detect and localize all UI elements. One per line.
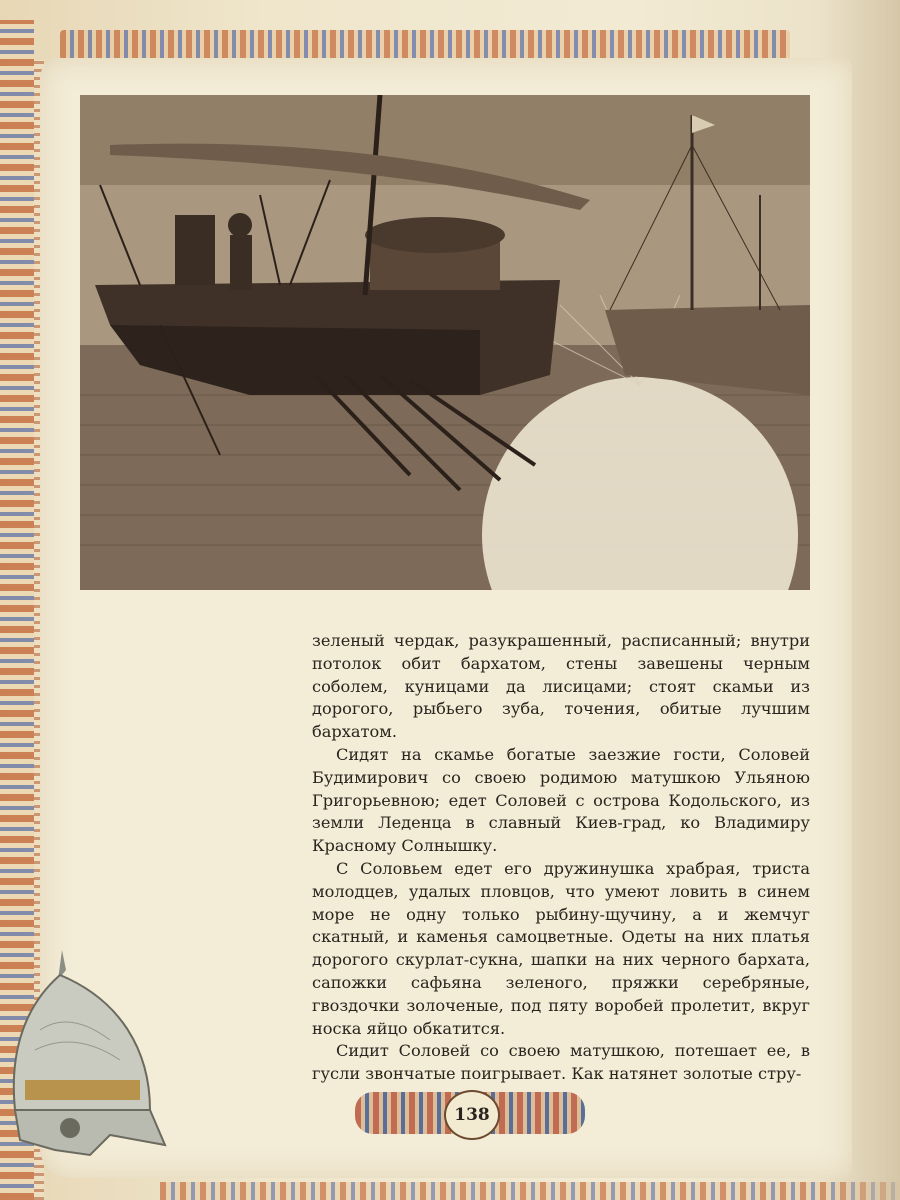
ornament-border-bottom (160, 1182, 900, 1200)
paragraph-4: Сидит Соловей со своею матушкою, потешает ее, в гусли звончатые поигрывает. Как натянет золотые стру- (312, 1041, 810, 1084)
ship-engraving (80, 95, 810, 590)
paragraph-2: Сидят на скамье богатые заезжие гости, Соловей Будимирович со своею родимою матушкою Ульяною Григорьевною; едет Соловей с острова Кодольского, из земли Леденца в славный Киев-град, ко Владимиру Красному Солнышку. (312, 744, 810, 856)
helmet-icon (0, 950, 175, 1160)
paragraph-3: С Соловьем едет его дружинушка храбрая, триста молодцев, удалых пловцов, что умеют ловить в синем море не одну только рыбину-щучину, а и жемчуг скатный, и каменья самоцветные. Одеты на них платья дорогого скурлат-сукна, шапки на них черного бархата, сапожки сафьяна зеленого, пряжки серебряные, гвоздочки золоченые, под пяту воробей пролетит, вкруг носка яйцо обкатится. (312, 858, 810, 1038)
paragraph-1: зеленый чердак, разукрашенный, расписанный; внутри потолок обит бархатом, стены завешены черным соболем, куницами да лисицами; стоят скамьи из дорогого, рыбьего зуба, точения, обитые лучшим бархатом. (312, 631, 810, 742)
ornament-border-top (60, 30, 790, 60)
page-number: 138 (444, 1090, 500, 1140)
body-text (312, 630, 810, 1086)
ship-engraving-icon (80, 95, 810, 590)
page-number-area (355, 1082, 585, 1142)
